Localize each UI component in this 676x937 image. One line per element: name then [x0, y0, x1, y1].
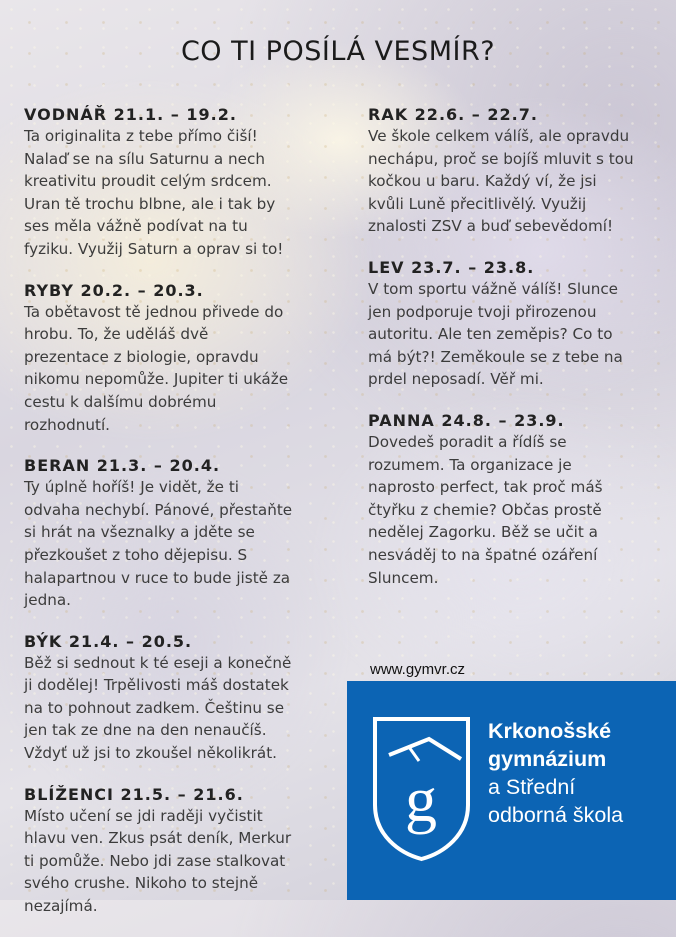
zodiac-aquarius [24, 104, 324, 261]
school-logo [347, 681, 676, 900]
school-crest-icon [369, 713, 474, 863]
school-name-line-2: gymnázium [488, 747, 607, 771]
sign-text: Dovedeš poradit a řídíš se rozumem. Ta organizace je naprosto perfect, tak proč máš čtyřku z chemie? Občas prostě nedělej Zagorku. Běž se učit a nesváděj to na špatné ozáření Sluncem. [368, 432, 603, 587]
website-link[interactable]: www.gymvr.cz [370, 661, 466, 678]
sign-heading: VODNÁŘ 21.1. – 19.2. [24, 105, 237, 124]
zodiac-aries [24, 455, 324, 612]
zodiac-virgo [368, 410, 668, 589]
sign-text: Ve škole celkem válíš, ale opravdu nechápu, proč se bojíš mluvit s tou kočkou u baru. Každý ví, že jsi kvůli Luně přecitlivělý. Využij znalosti ZSV a buď sebevědomí! [368, 127, 634, 236]
sign-heading: PANNA 24.8. – 23.9. [368, 410, 565, 430]
sign-text: Běž si sednout k té eseji a konečně ji dodělej! Trpělivosti máš dostatek na to pohnout zadkem. Češtinu se jen tak ze dne na den nenaučíš. Vždyť už jsi to zkoušel několikrát. [24, 653, 292, 763]
school-name-line-4: odborná škola [488, 803, 624, 827]
emblem-letter: g [405, 764, 437, 835]
sign-text: Místo učení se jdi raději vyčistit hlavu ven. Zkus psát deník, Merkur ti pomůže. Nebo jdi zase stalkovat svého crushe. Nikoho to stejně nezajímá. [24, 806, 292, 916]
zodiac-pisces [24, 280, 324, 437]
sign-heading: RAK 22.6. – 22.7. [368, 105, 538, 124]
left-column [24, 104, 324, 937]
page-title: CO TI POSÍLÁ VESMÍR? [180, 36, 496, 67]
school-name [488, 717, 623, 829]
sign-heading: RYBY 20.2. – 20.3. [24, 280, 204, 300]
school-name-line-1: Krkonošské [488, 719, 612, 743]
school-name-line-3: a Střední [488, 775, 576, 799]
zodiac-taurus [24, 631, 324, 765]
sign-text: Ta originalita z tebe přímo čiší! Nalaď se na sílu Saturnu a nech kreativitu proudit celým srdcem. Uran tě trochu blbne, ale i tak by ses měla vážně podívat na tu fyziku. Využij Saturn a oprav si to! [24, 127, 284, 258]
sign-text: Ta obětavost tě jednou přivede do hrobu. To, že uděláš dvě prezentace z biologie, opravdu nikomu nepomůže. Jupiter ti ukáže cestu k dalšímu dobrému rozhodnutí. [24, 302, 289, 434]
zodiac-gemini [24, 784, 324, 918]
sign-heading: BERAN 21.3. – 20.4. [24, 456, 221, 476]
sign-heading: LEV 23.7. – 23.8. [368, 257, 535, 277]
sign-text: V tom sportu vážně válíš! Slunce jen podporuje tvoji přirozenou autoritu. Ale ten zeměpis? Co to má být?! Zeměkoule se z tebe na prdel neposadí. Věř mi. [368, 279, 623, 389]
sign-heading: BÝK 21.4. – 20.5. [24, 631, 193, 651]
sign-heading: BLÍŽENCI 21.5. – 21.6. [24, 784, 244, 804]
zodiac-leo [368, 257, 668, 391]
right-column [368, 104, 668, 608]
zodiac-cancer [368, 104, 668, 238]
sign-text: Ty úplně hoříš! Je vidět, že ti odvaha nechybí. Pánové, přestaňte si hrát na všeznalky a jděte se přezkoušet z toho dějepisu. S halapartnou v ruce to bude jistě za jedna. [24, 478, 293, 610]
